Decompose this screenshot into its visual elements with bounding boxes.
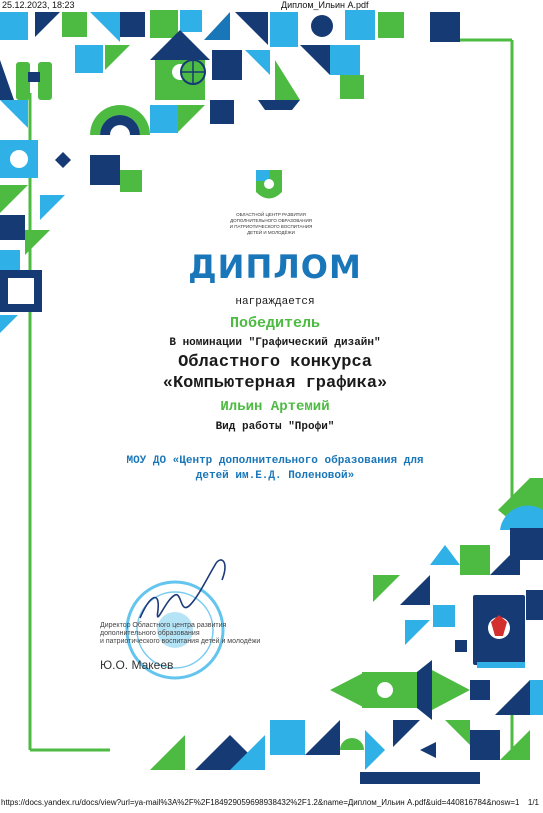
work-type: Вид работы "Профи" bbox=[215, 421, 335, 433]
organization-name: ОБЛАСТНОЙ ЦЕНТР РАЗВИТИЯ ДОПОЛНИТЕЛЬНОГО ОБРАЗОВАНИЯ И ПАТРИОТИЧЕСКОГО ВОСПИТАНИЯ ДЕТЕЙ И МОЛОДЁЖИ bbox=[229, 212, 313, 235]
diploma-title: ДИПЛОМ bbox=[188, 248, 362, 286]
book-emblem-icon bbox=[473, 595, 525, 668]
signatory-title: Директор Областного центра развития дополнительного образования и патриотического воспитания детей и молодёжи bbox=[100, 622, 261, 645]
school-line-2: детей им.Е.Д. Поленовой» bbox=[195, 470, 355, 482]
protractor-icon bbox=[340, 738, 364, 750]
awarded-label: награждается bbox=[235, 296, 315, 308]
rocket-icon bbox=[330, 660, 432, 720]
globe-icon bbox=[181, 60, 205, 84]
nomination-text: В номинации "Графический дизайн" bbox=[169, 337, 381, 349]
print-date: 25.12.2023, 18:23 bbox=[2, 0, 75, 10]
contest-line-1: Областного конкурса bbox=[178, 353, 372, 372]
document-url: https://docs.yandex.ru/docs/view?url=ya-mail%3A%2F%2F184929059698938432%2F1.2&name=Диплом_Ильин А.pdf&uid=440816784&nosw=1 bbox=[1, 798, 520, 807]
binoculars-icon bbox=[16, 62, 52, 100]
signatory-name: Ю.О. Макеев bbox=[100, 658, 174, 672]
contest-line-2: «Компьютерная графика» bbox=[162, 374, 388, 393]
document-filename: Диплом_Ильин А.pdf bbox=[281, 0, 369, 10]
school-line-1: МОУ ДО «Центр дополнительного образования для bbox=[126, 455, 424, 467]
award-status: Победитель bbox=[229, 315, 320, 332]
organization-logo bbox=[256, 170, 282, 199]
recipient-name: Ильин Артемий bbox=[220, 399, 330, 415]
page-number: 1/1 bbox=[527, 798, 539, 807]
